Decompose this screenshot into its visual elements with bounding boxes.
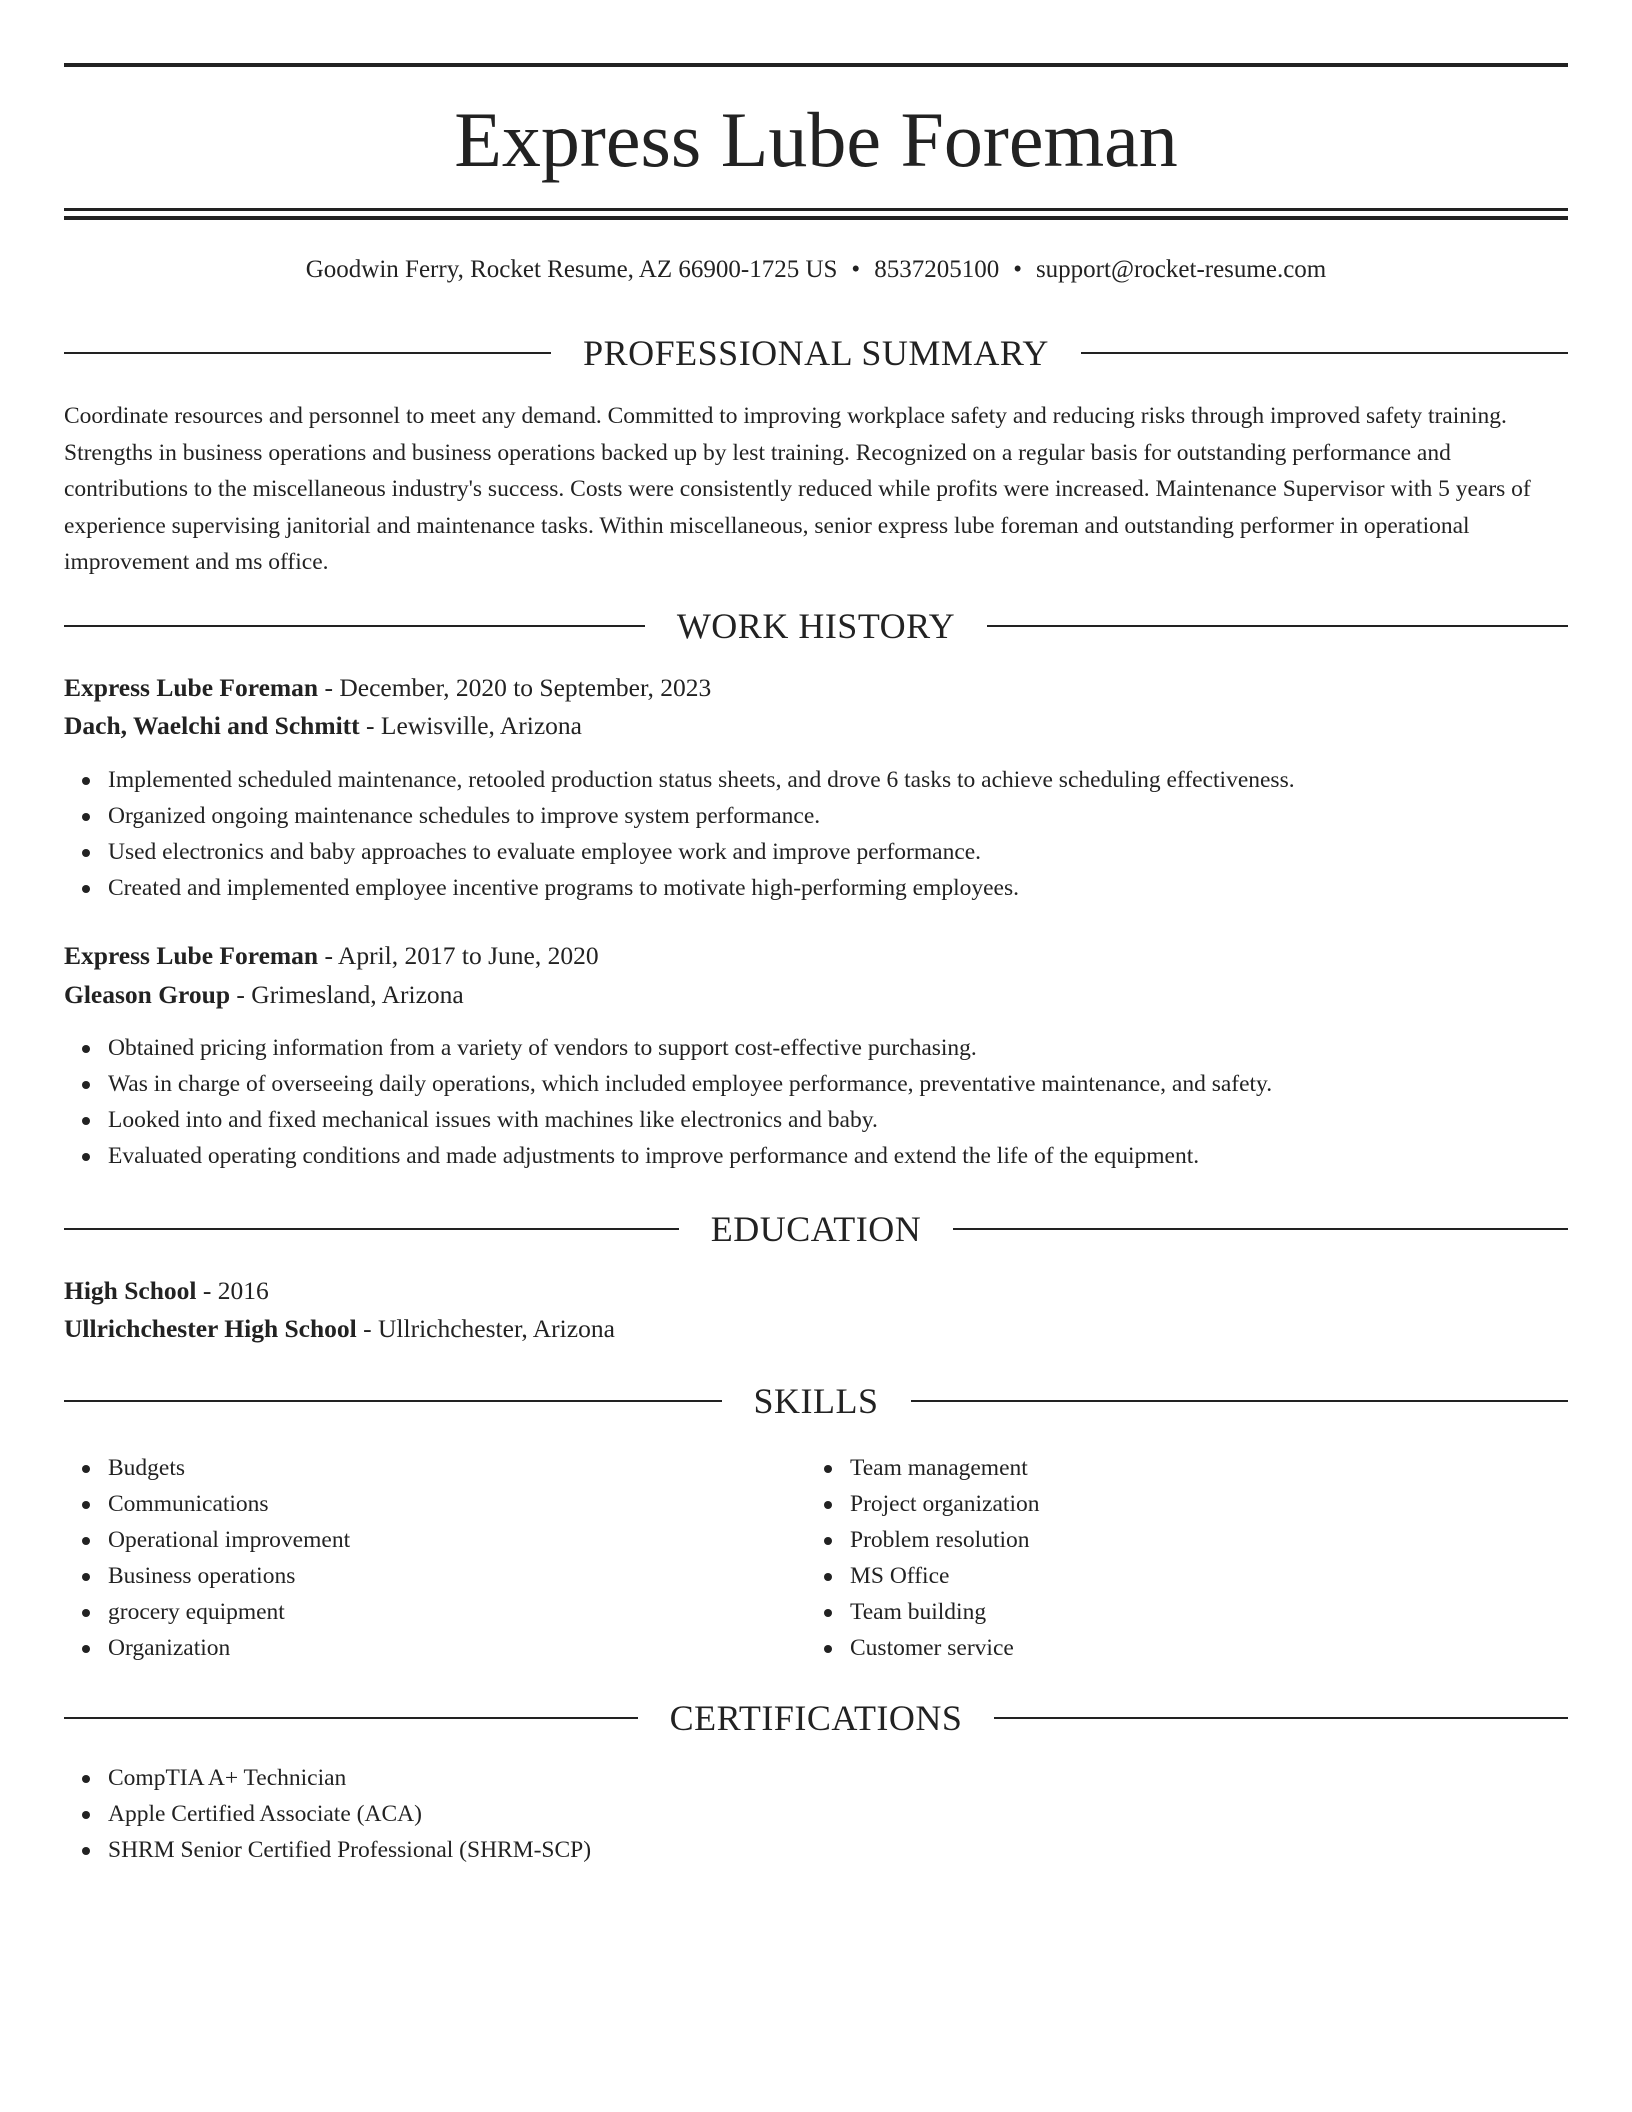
section-title: EDUCATION — [710, 1209, 922, 1249]
education-degree-line — [64, 1272, 1568, 1310]
section-title: CERTIFICATIONS — [669, 1698, 963, 1738]
section-heading-education — [64, 1207, 1568, 1251]
list-item: Created and implemented employee incentive programs to motivate high-performing employees. — [108, 870, 1612, 906]
skill-item: Team building — [850, 1594, 1632, 1630]
section-heading-summary — [64, 331, 1568, 375]
section-title: SKILLS — [753, 1381, 879, 1421]
skill-item: Organization — [108, 1630, 1612, 1666]
heading-rule — [64, 625, 645, 627]
heading-rule — [994, 1717, 1568, 1719]
skill-item: Customer service — [850, 1630, 1632, 1666]
skill-item: Project organization — [850, 1486, 1632, 1522]
skill-item: grocery equipment — [108, 1594, 1612, 1630]
heading-rule — [1081, 352, 1568, 354]
heading-rule — [953, 1228, 1568, 1230]
list-item: Was in charge of overseeing daily operations, which included employee performance, preventative maintenance, and safety. — [108, 1066, 1612, 1102]
job-title-line — [64, 937, 1568, 975]
section-heading-skills — [64, 1379, 1568, 1423]
list-item: Evaluated operating conditions and made adjustments to improve performance and extend the life of the equipment. — [108, 1138, 1612, 1174]
contact-email: support@rocket-resume.com — [1035, 256, 1327, 283]
contact-line — [64, 254, 1568, 286]
heading-rule — [64, 1228, 679, 1230]
heading-rule — [64, 352, 551, 354]
resume-name: Express Lube Foreman — [454, 96, 1178, 183]
job-duties-list — [64, 762, 1612, 906]
job-company-line — [64, 976, 1568, 1014]
job-dates: - December, 2020 to September, 2023 — [318, 673, 712, 702]
section-title: WORK HISTORY — [676, 606, 956, 646]
job-duties-list — [64, 1030, 1612, 1174]
skill-item: Communications — [108, 1486, 1612, 1522]
education-location: - Ullrichchester, Arizona — [356, 1314, 615, 1343]
education-year: - 2016 — [196, 1276, 269, 1305]
skill-item: Problem resolution — [850, 1522, 1632, 1558]
heading-rule — [64, 1400, 722, 1402]
certification-item: SHRM Senior Certified Professional (SHRM-SCP) — [108, 1832, 1612, 1868]
top-rule — [64, 63, 1568, 67]
certifications-list — [64, 1760, 1612, 1868]
heading-rule — [64, 1717, 638, 1719]
job-location: - Grimesland, Arizona — [230, 980, 464, 1009]
job-dates: - April, 2017 to June, 2020 — [318, 941, 599, 970]
list-item: Looked into and fixed mechanical issues with machines like electronics and baby. — [108, 1102, 1612, 1138]
job-company: Dach, Waelchi and Schmitt — [64, 711, 360, 740]
list-item: Implemented scheduled maintenance, retooled production status sheets, and drove 6 tasks to achieve scheduling effectiveness. — [108, 762, 1612, 798]
heading-rule — [911, 1400, 1569, 1402]
certification-item: Apple Certified Associate (ACA) — [108, 1796, 1612, 1832]
name-rule-lower — [64, 216, 1568, 220]
contact-address: Goodwin Ferry, Rocket Resume, AZ 66900-1725 US — [305, 256, 838, 283]
job-location: - Lewisville, Arizona — [359, 711, 582, 740]
education-school-line — [64, 1310, 1568, 1348]
job-title: Express Lube Foreman — [64, 941, 319, 970]
skill-item: Business operations — [108, 1558, 1612, 1594]
contact-separator: • — [1013, 256, 1022, 283]
skill-item: Budgets — [108, 1450, 1612, 1486]
contact-separator: • — [851, 256, 861, 283]
job-company: Gleason Group — [64, 980, 231, 1009]
skill-item: Operational improvement — [108, 1522, 1612, 1558]
education-degree: High School — [64, 1276, 197, 1305]
section-heading-certifications — [64, 1696, 1568, 1740]
heading-rule — [987, 625, 1568, 627]
skill-item: Team management — [850, 1450, 1632, 1486]
summary-text: Coordinate resources and personnel to meet any demand. Committed to improving workplace safety and reducing risks through improved safety training. Strengths in business operations and business operations backed up by lest training. Recognized on a regular basis for outstanding performance and contributions to the miscellaneous industry's success. Costs were consistently reduced while profits were increased. Maintenance Supervisor with 5 years of experience supervising janitorial and maintenance tasks. Within miscellaneous, senior express lube foreman and outstanding performer in operational improvement and ms office. — [64, 403, 1531, 575]
list-item: Obtained pricing information from a variety of vendors to support cost-effective purchasing. — [108, 1030, 1612, 1066]
section-title: PROFESSIONAL SUMMARY — [583, 333, 1049, 373]
skill-item: MS Office — [850, 1558, 1632, 1594]
contact-phone: 8537205100 — [874, 256, 1000, 283]
list-item: Used electronics and baby approaches to evaluate employee work and improve performance. — [108, 834, 1612, 870]
job-title-line — [64, 669, 1568, 707]
certification-item: CompTIA A+ Technician — [108, 1760, 1612, 1796]
skills-list-right — [806, 1450, 1632, 1666]
job-company-line — [64, 707, 1568, 745]
section-heading-work-history — [64, 604, 1568, 648]
job-title: Express Lube Foreman — [64, 673, 319, 702]
name-rule-upper — [64, 208, 1568, 211]
list-item: Organized ongoing maintenance schedules to improve system performance. — [108, 798, 1612, 834]
education-school: Ullrichchester High School — [64, 1314, 357, 1343]
